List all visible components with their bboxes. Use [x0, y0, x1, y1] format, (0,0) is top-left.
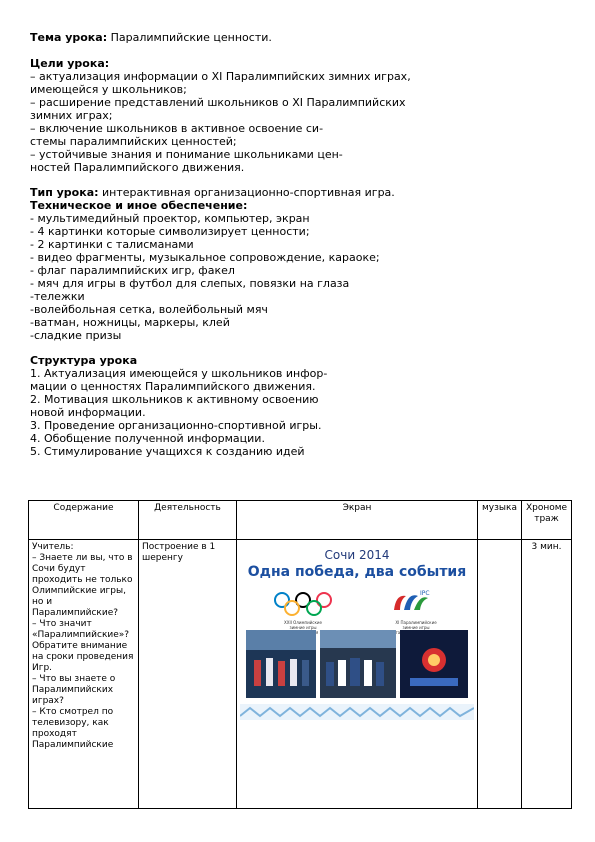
paralympic-dates-caption: XI Паралимпийские зимние игры [395, 620, 437, 630]
equipment-line: -сладкие призы [30, 329, 122, 342]
music-cell [478, 540, 522, 809]
header-timing: Хронометраж [522, 501, 572, 540]
ipc-label: IPC [420, 590, 430, 597]
structure-line: 4. Обобщение полученной информации. [30, 432, 265, 445]
equipment-line: - мяч для игры в футбол для слепых, повязки на глаза [30, 277, 350, 290]
structure-line: 3. Проведение организационно-спортивной игры. [30, 419, 322, 432]
goals-line: ностей Паралимпийского движения. [30, 161, 245, 174]
slide-subtitle: Одна победа, два события [247, 564, 467, 580]
equipment-heading: Техническое и иное обеспечение: [30, 199, 248, 212]
lesson-type-line [30, 186, 395, 199]
goals-line: имеющейся у школьников; [30, 83, 187, 96]
lesson-topic-line [30, 31, 272, 44]
teacher-content-cell: Учитель: – Знаете ли вы, что в Сочи будут проходить не только Олимпийские игры, но и Паралимпийские? – Что значит «Паралимпийские»? Обратите внимание на сроки проведения Игр. – Что вы знаете о Паралимпийских играх? – Кто смотрел по телевизору, как проходят Паралимпийские [29, 540, 139, 809]
goals-line: – устойчивые знания и понимание школьниками цен- [30, 148, 343, 161]
structure-line: новой информации. [30, 406, 146, 419]
olympic-rings-icon [272, 590, 334, 618]
equipment-line: -волейбольная сетка, волейбольный мяч [30, 303, 268, 316]
sochi-slide-image [240, 544, 474, 722]
equipment-line: -тележки [30, 290, 85, 303]
paralympic-agitos-icon [386, 588, 436, 618]
timing-cell: 3 мин. [522, 540, 572, 809]
equipment-line: - 2 картинки с талисманами [30, 238, 194, 251]
lesson-table [28, 500, 572, 809]
goals-line: – включение школьников в активное освоение си- [30, 122, 324, 135]
equipment-line: - мультимедийный проектор, компьютер, экран [30, 212, 310, 225]
goals-line: стемы паралимпийских ценностей; [30, 135, 237, 148]
header-content: Содержание [29, 501, 139, 540]
olympic-dates-caption: XXII Олимпийские зимние игры [284, 620, 322, 630]
structure-heading: Структура урока [30, 354, 138, 367]
ceremony-photo [400, 630, 468, 698]
header-music: музыка [478, 501, 522, 540]
goals-line: – актуализация информации о XI Паралимпийских зимних играх, [30, 70, 411, 83]
slide-title: Сочи 2014 [324, 548, 390, 562]
lesson-type-value: интерактивная организационно-спортивная игра. [102, 186, 395, 199]
screen-cell [237, 540, 478, 809]
equipment-line: - видео фрагменты, музыкальное сопровождение, караоке; [30, 251, 380, 264]
lesson-topic-value: Паралимпийские ценности. [110, 31, 272, 44]
structure-line: 2. Мотивация школьников к активному освоению [30, 393, 319, 406]
equipment-line: - флаг паралимпийских игр, факел [30, 264, 235, 277]
team-photo-1 [246, 630, 316, 698]
equipment-line: -ватман, ножницы, маркеры, клей [30, 316, 230, 329]
goals-line: – расширение представлений школьников о XI Паралимпийских [30, 96, 406, 109]
structure-line: 5. Стимулирование учащихся к созданию идей [30, 445, 305, 458]
lesson-topic-label: Тема урока: [30, 31, 108, 44]
structure-line: 1. Актуализация имеющейся у школьников инфор- [30, 367, 328, 380]
goals-heading: Цели урока: [30, 57, 110, 70]
team-photo-2 [320, 630, 396, 698]
equipment-line: - 4 картинки которые символизирует ценности; [30, 225, 310, 238]
lesson-type-label: Тип урока: [30, 186, 99, 199]
goals-line: зимних играх; [30, 109, 113, 122]
header-screen: Экран [237, 501, 478, 540]
activity-cell: Построение в 1 шеренгу [139, 540, 237, 809]
header-activity: Деятельность [139, 501, 237, 540]
structure-line: мации о ценностях Паралимпийского движения. [30, 380, 316, 393]
snowflake-pattern-strip [240, 704, 474, 720]
table-header-row [29, 501, 572, 540]
table-row [29, 540, 572, 809]
